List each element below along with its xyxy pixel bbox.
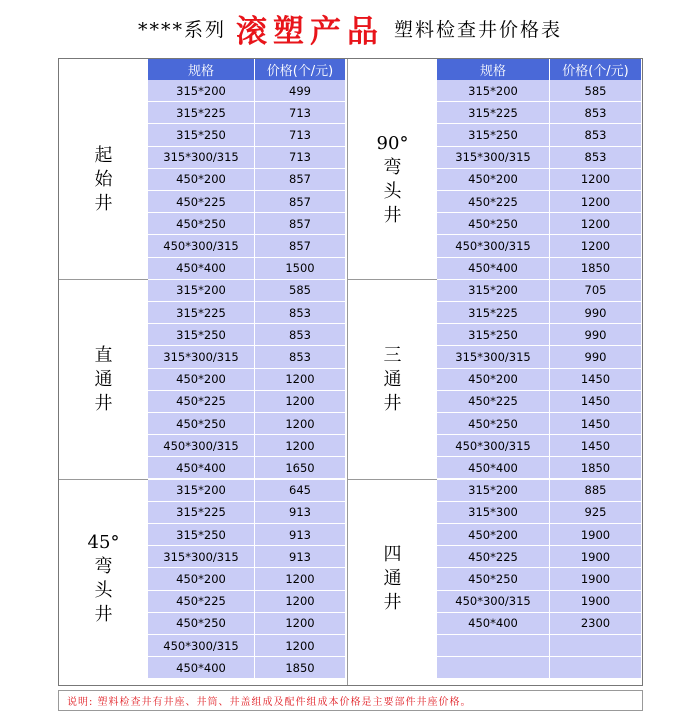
price-cell: 913 [255,502,346,524]
table-header [437,59,642,80]
group-label-char: 始 [94,168,113,190]
spec-cell: 315*200 [148,480,255,502]
group-rows [437,80,642,280]
group-label-char: 弯 [383,156,402,178]
price-cell: 1900 [550,546,642,568]
table-row [148,435,346,457]
price-cell: 499 [255,80,346,102]
table-row [437,480,642,502]
price-cell [550,657,642,679]
table-row [148,502,346,524]
spec-cell: 450*200 [148,568,255,590]
group-label [348,80,437,280]
table-row [148,613,346,635]
spec-cell: 315*250 [148,324,255,346]
group-rows [148,280,346,480]
table-row [437,657,642,679]
spec-cell: 450*200 [437,369,550,391]
price-cell: 1900 [550,568,642,590]
price-cell: 885 [550,480,642,502]
table-row [148,258,346,280]
spec-cell: 450*400 [437,457,550,479]
spec-cell: 450*225 [437,391,550,413]
price-cell [550,635,642,657]
price-cell: 1200 [550,235,642,257]
price-cell: 857 [255,191,346,213]
group-rows [437,280,642,480]
spec-cell: 315*250 [148,124,255,146]
table-row [148,124,346,146]
spec-cell: 315*300/315 [437,346,550,368]
table-row [148,413,346,435]
price-cell: 1900 [550,591,642,613]
price-cell: 1200 [550,213,642,235]
group-label-char: 井 [383,204,402,226]
table-row [148,480,346,502]
price-cell: 1200 [255,413,346,435]
table-row [148,591,346,613]
table-row [437,502,642,524]
price-cell: 913 [255,524,346,546]
table-row [148,346,346,368]
spec-cell: 450*400 [437,613,550,635]
price-cell: 853 [550,102,642,124]
group-label-char: 通 [383,368,402,390]
price-cell: 990 [550,302,642,324]
table-row [437,147,642,169]
table-row [148,302,346,324]
table-row [437,457,642,479]
spec-cell: 450*250 [148,613,255,635]
price-cell: 1850 [550,457,642,479]
group-label-char: 头 [383,180,402,202]
spec-cell: 450*200 [148,169,255,191]
table-row [148,657,346,679]
price-cell: 1200 [255,369,346,391]
group-label-char: 通 [94,368,113,390]
price-cell: 1450 [550,391,642,413]
title-highlight: 滚塑产品 [236,13,384,50]
price-cell: 853 [550,147,642,169]
page-title [0,6,700,50]
table-row [437,213,642,235]
table-row [437,435,642,457]
spec-cell: 315*300/315 [437,147,550,169]
table-row [148,391,346,413]
table-row [437,324,642,346]
price-cell: 853 [550,124,642,146]
price-cell: 1650 [255,457,346,479]
table-row [437,124,642,146]
table-row [437,258,642,280]
group-rows [148,480,346,680]
table-row [437,591,642,613]
spec-cell: 315*225 [148,102,255,124]
title-suffix: 塑料检查井价格表 [394,18,563,41]
group-label-char: 井 [94,604,113,626]
table-row [148,324,346,346]
spec-cell: 315*200 [437,480,550,502]
spec-cell: 315*300/315 [148,546,255,568]
price-cell: 713 [255,102,346,124]
spec-column-header: 规格 [437,59,550,80]
price-table-right [347,59,643,685]
group-label-char: 45° [87,532,120,554]
table-row [437,391,642,413]
price-cell: 857 [255,235,346,257]
price-cell: 1850 [255,657,346,679]
group-label-char: 井 [383,392,402,414]
table-row [437,191,642,213]
spec-cell: 315*300/315 [148,346,255,368]
spec-cell: 450*400 [148,657,255,679]
group-label-char: 弯 [94,556,113,578]
price-cell: 1450 [550,435,642,457]
price-cell: 1200 [255,568,346,590]
price-cell: 1200 [255,391,346,413]
table-row [148,147,346,169]
group-label-char: 起 [94,144,113,166]
table-row [437,280,642,302]
price-cell: 853 [255,346,346,368]
price-cell: 1200 [255,591,346,613]
spec-cell: 450*300/315 [437,591,550,613]
title-prefix: ****系列 [137,18,226,41]
table-row [437,102,642,124]
spec-cell: 315*225 [148,302,255,324]
group-label [348,280,437,480]
spec-cell: 450*225 [437,191,550,213]
table-header [148,59,346,80]
table-row [148,213,346,235]
price-cell: 645 [255,480,346,502]
table-row [437,413,642,435]
spec-cell: 315*225 [437,102,550,124]
table-row [437,635,642,657]
spec-cell: 315*225 [437,302,550,324]
price-table [58,58,643,686]
price-cell: 1850 [550,258,642,280]
spec-cell: 315*200 [437,80,550,102]
spec-cell: 450*250 [437,213,550,235]
price-cell: 857 [255,213,346,235]
group-label-char: 直 [94,344,113,366]
price-cell: 853 [255,302,346,324]
group-rows [148,80,346,280]
price-cell: 990 [550,346,642,368]
table-row [148,524,346,546]
table-row [437,568,642,590]
price-cell: 1500 [255,258,346,280]
spec-cell: 450*200 [148,369,255,391]
spec-cell: 315*225 [148,502,255,524]
price-cell: 857 [255,169,346,191]
table-row [437,169,642,191]
spec-cell: 450*225 [148,191,255,213]
table-row [148,235,346,257]
spec-cell: 315*300/315 [148,147,255,169]
spec-cell [437,635,550,657]
group-rows [437,480,642,680]
price-cell: 1200 [255,635,346,657]
spec-cell: 315*200 [437,280,550,302]
footnote: 说明: 塑料检查井有井座、井筒、井盖组成及配件组成本价格是主要部件井座价格。 [58,690,643,711]
table-row [148,546,346,568]
spec-cell: 450*250 [148,213,255,235]
price-cell: 1200 [255,613,346,635]
table-row [148,191,346,213]
group-label [59,280,148,480]
group-label-char: 井 [94,392,113,414]
table-row [148,169,346,191]
group-label-char: 井 [94,192,113,214]
table-row [148,102,346,124]
spec-cell: 315*300 [437,502,550,524]
price-cell: 713 [255,147,346,169]
table-row [437,524,642,546]
price-cell: 1450 [550,369,642,391]
table-row [437,369,642,391]
price-cell: 925 [550,502,642,524]
table-row [148,457,346,479]
group-label-char: 三 [383,344,402,366]
table-row [437,235,642,257]
price-cell: 585 [550,80,642,102]
price-cell: 705 [550,280,642,302]
price-column-header: 价格(个/元) [550,59,642,80]
spec-cell: 450*300/315 [148,235,255,257]
group-label-char: 通 [383,568,402,590]
table-row [148,568,346,590]
spec-cell: 450*225 [437,546,550,568]
table-row [437,80,642,102]
spec-cell: 450*225 [148,391,255,413]
price-column-header: 价格(个/元) [255,59,346,80]
price-cell: 990 [550,324,642,346]
group-label [59,480,148,680]
price-cell: 2300 [550,613,642,635]
spec-cell: 315*250 [437,324,550,346]
table-row [148,635,346,657]
price-cell: 1200 [550,191,642,213]
table-row [437,613,642,635]
spec-cell: 315*250 [437,124,550,146]
spec-cell: 450*400 [148,457,255,479]
price-table-left [59,59,347,685]
spec-cell: 450*200 [437,524,550,546]
price-cell: 853 [255,324,346,346]
spec-cell: 315*250 [148,524,255,546]
group-label-char: 90° [376,132,409,154]
price-cell: 585 [255,280,346,302]
spec-cell: 315*200 [148,80,255,102]
spec-cell: 450*300/315 [437,435,550,457]
spec-cell: 315*200 [148,280,255,302]
price-cell: 713 [255,124,346,146]
price-cell: 1200 [255,435,346,457]
spec-cell: 450*200 [437,169,550,191]
spec-cell: 450*250 [437,413,550,435]
table-row [148,369,346,391]
spec-cell: 450*300/315 [148,635,255,657]
spec-cell: 450*400 [148,258,255,280]
table-row [148,280,346,302]
spec-cell: 450*250 [437,568,550,590]
price-cell: 913 [255,546,346,568]
table-row [148,80,346,102]
group-label-char: 头 [94,580,113,602]
group-label [59,80,148,280]
table-row [437,302,642,324]
price-cell: 1900 [550,524,642,546]
group-label-char: 四 [383,544,402,566]
group-label-char: 井 [383,592,402,614]
price-cell: 1450 [550,413,642,435]
spec-cell: 450*400 [437,258,550,280]
group-label [348,480,437,680]
table-row [437,546,642,568]
spec-cell: 450*300/315 [437,235,550,257]
price-cell: 1200 [550,169,642,191]
spec-cell: 450*225 [148,591,255,613]
table-row [437,346,642,368]
spec-column-header: 规格 [148,59,255,80]
spec-cell [437,657,550,679]
spec-cell: 450*250 [148,413,255,435]
spec-cell: 450*300/315 [148,435,255,457]
